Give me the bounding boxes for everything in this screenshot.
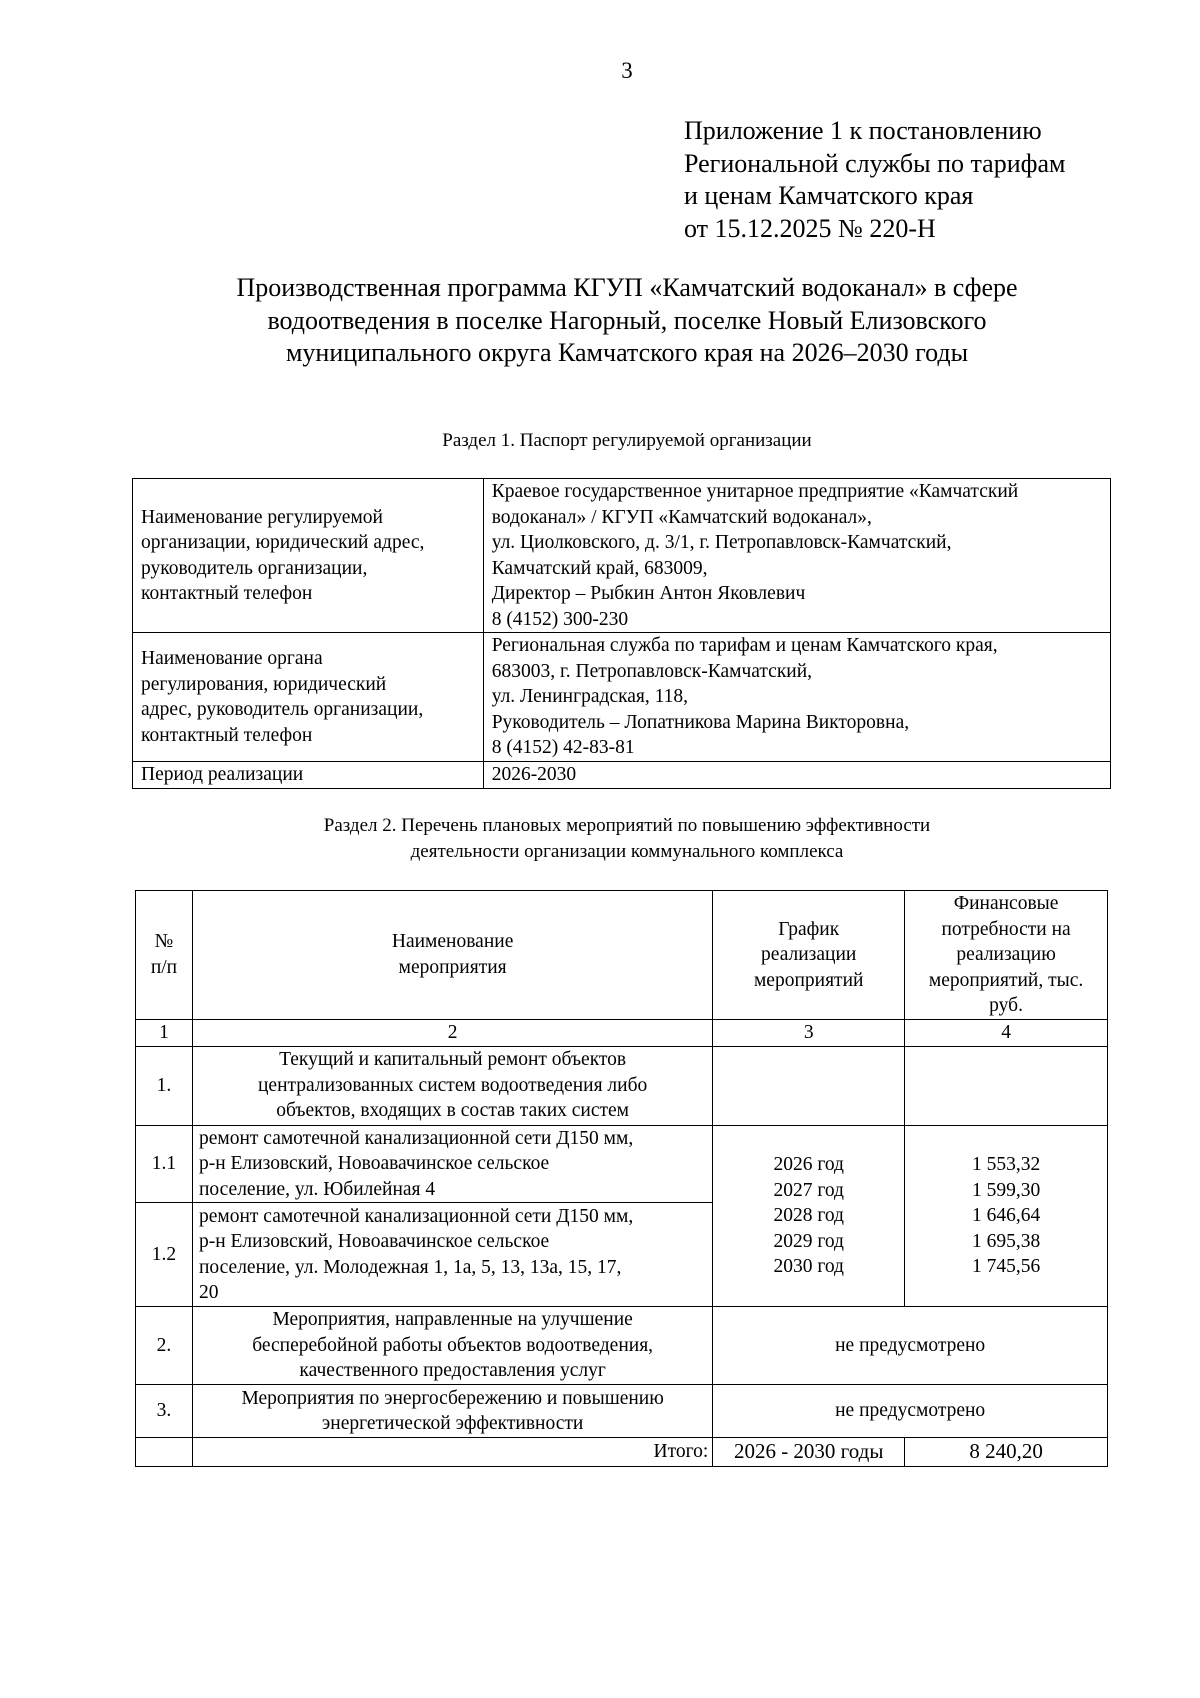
year: 2028 год — [773, 1205, 844, 1226]
header-name — [192, 891, 712, 1020]
label-cell — [133, 479, 484, 633]
total-label: Итого: — [192, 1438, 712, 1467]
row-number: 1.2 — [136, 1203, 193, 1307]
col-number: 1 — [136, 1019, 193, 1046]
text-line: № — [154, 931, 174, 953]
not-planned: не предусмотрено — [713, 1385, 1108, 1438]
label-cell: Период реализации — [133, 762, 484, 789]
appendix-line: и ценам Камчатского края — [684, 181, 974, 210]
row-name — [192, 1125, 712, 1203]
text-line: реализации — [761, 944, 857, 965]
text-line: Директор – Рыбкин Антон Яковлевич — [491, 583, 806, 604]
text-line: 683003, г. Петропавловск-Камчатский, — [491, 660, 813, 682]
value-cell — [483, 633, 1110, 762]
not-planned: не предусмотрено — [713, 1307, 1108, 1385]
text-line: водоканал» / КГУП «Камчатский водоканал», — [491, 506, 872, 528]
amount: 1 646,64 — [971, 1205, 1041, 1226]
empty-cell — [136, 1438, 193, 1467]
text-line: Камчатский край, 683009, — [491, 557, 708, 579]
column-number-row — [136, 1019, 1108, 1046]
text-line: поселение, ул. Молодежная 1, 1а, 5, 13, 13а, 15, 17, — [198, 1256, 622, 1278]
page-number: 3 — [621, 58, 633, 83]
text-line: потребности на — [941, 918, 1071, 940]
table-row — [136, 1385, 1108, 1438]
text-line: Текущий и капитальный ремонт объектов — [279, 1049, 627, 1071]
table-row — [136, 1046, 1108, 1125]
schedule-cell — [713, 1125, 905, 1307]
amount: 1 599,30 — [971, 1179, 1041, 1201]
appendix-line: Приложение 1 к постановлению — [684, 116, 1042, 145]
text-line: р-н Елизовский, Новоавачинское сельское — [198, 1153, 550, 1174]
text-line: реализацию — [956, 944, 1056, 965]
caption-line: Раздел 2. Перечень плановых мероприятий по повышению эффективности — [323, 815, 931, 836]
value-cell — [483, 479, 1110, 633]
row-number: 3. — [136, 1385, 193, 1438]
amount: 1 695,38 — [971, 1230, 1041, 1252]
text-line: контактный телефон — [141, 724, 313, 746]
text-line: Наименование — [391, 931, 514, 953]
row-number: 1.1 — [136, 1125, 193, 1203]
text-line: 8 (4152) 42-83-81 — [491, 737, 635, 759]
empty-cell — [713, 1046, 905, 1125]
text-line: бесперебойной работы объектов водоотведения, — [252, 1334, 654, 1356]
passport-table — [132, 478, 1111, 789]
text-line: поселение, ул. Юбилейная 4 — [198, 1178, 436, 1200]
title-line: муниципального округа Камчатского края на 2026–2030 годы — [285, 338, 969, 367]
text-line: 20 — [198, 1282, 219, 1303]
year: 2026 год — [773, 1154, 844, 1175]
text-line: адрес, руководитель организации, — [141, 699, 424, 720]
header-finance — [905, 891, 1108, 1020]
text-line: организации, юридический адрес, — [141, 532, 425, 553]
text-line: Наименование органа — [141, 648, 323, 669]
text-line: ул. Циолковского, д. 3/1, г. Петропавловск-Камчатский, — [491, 532, 952, 553]
row-name — [192, 1385, 712, 1438]
row-name — [192, 1046, 712, 1125]
text-line: контактный телефон — [141, 583, 313, 604]
text-line: регулирования, юридический — [141, 673, 387, 695]
text-line: Финансовые — [953, 893, 1059, 914]
text-line: Краевое государственное унитарное предприятие «Камчатский — [491, 481, 1019, 502]
total-row — [136, 1438, 1108, 1467]
text-line: Мероприятия по энергосбережению и повышению — [241, 1387, 664, 1409]
appendix-line: от 15.12.2025 № 220-Н — [684, 213, 936, 243]
text-line: 8 (4152) 300-230 — [491, 608, 629, 630]
text-line: Руководитель – Лопатникова Марина Викторовна, — [491, 711, 910, 733]
amount: 1 553,32 — [971, 1154, 1041, 1175]
amount: 1 745,56 — [971, 1256, 1041, 1277]
text-line: Мероприятия, направленные на улучшение — [272, 1309, 633, 1331]
empty-cell — [905, 1046, 1108, 1125]
label-cell — [133, 633, 484, 762]
title-line: водоотведения в поселке Нагорный, поселке Новый Елизовского — [267, 305, 987, 335]
text-line: ул. Ленинградская, 118, — [491, 686, 689, 708]
year: 2027 год — [773, 1179, 844, 1201]
table-row — [133, 762, 1111, 789]
text-line: ремонт самотечной канализационной сети Д150 мм, — [198, 1205, 634, 1227]
year: 2030 год — [773, 1256, 844, 1277]
header-row — [136, 891, 1108, 1020]
table-row — [136, 1125, 1108, 1203]
header-schedule — [713, 891, 905, 1020]
finance-cell — [905, 1125, 1108, 1307]
value-cell: 2026-2030 — [483, 762, 1110, 789]
text-line: мероприятий, тыс. — [928, 969, 1084, 991]
text-line: п/п — [150, 956, 178, 978]
appendix-line: Региональной службы по тарифам — [684, 148, 1066, 178]
text-line: руб. — [989, 995, 1023, 1016]
section1-caption: Раздел 1. Паспорт регулируемой организации — [442, 430, 812, 451]
text-line: мероприятия — [398, 956, 507, 978]
row-name — [192, 1307, 712, 1385]
row-number: 2. — [136, 1307, 193, 1385]
table-row — [133, 633, 1111, 762]
col-number: 4 — [905, 1019, 1108, 1046]
text-line: качественного предоставления услуг — [299, 1360, 606, 1382]
section2-caption — [0, 813, 1200, 865]
text-line: Наименование регулируемой — [141, 506, 383, 528]
header-num — [136, 891, 193, 1020]
total-amount: 8 240,20 — [905, 1438, 1108, 1467]
table-row — [136, 1307, 1108, 1385]
text-line: руководитель организации, — [141, 557, 368, 579]
text-line: мероприятий — [753, 969, 864, 991]
text-line: График — [778, 918, 840, 940]
row-name — [192, 1203, 712, 1307]
measures-table — [135, 890, 1108, 1467]
col-number: 3 — [713, 1019, 905, 1046]
document-title — [0, 272, 1200, 370]
text-line: р-н Елизовский, Новоавачинское сельское — [198, 1231, 550, 1252]
caption-line: деятельности организации коммунального комплекса — [410, 841, 844, 862]
text-line: энергетической эффективности — [321, 1413, 584, 1434]
appendix-header — [684, 115, 1065, 245]
row-number: 1. — [136, 1046, 193, 1125]
text-line: Региональная служба по тарифам и ценам Камчатского края, — [491, 635, 998, 657]
text-line: централизованных систем водоотведения либо — [257, 1074, 648, 1096]
text-line: ремонт самотечной канализационной сети Д150 мм, — [198, 1127, 634, 1149]
text-line: объектов, входящих в состав таких систем — [276, 1100, 630, 1122]
title-line: Производственная программа КГУП «Камчатский водоканал» в сфере — [236, 273, 1018, 302]
table-row — [133, 479, 1111, 633]
col-number: 2 — [192, 1019, 712, 1046]
year: 2029 год — [773, 1230, 844, 1252]
total-period: 2026 - 2030 годы — [713, 1438, 905, 1467]
